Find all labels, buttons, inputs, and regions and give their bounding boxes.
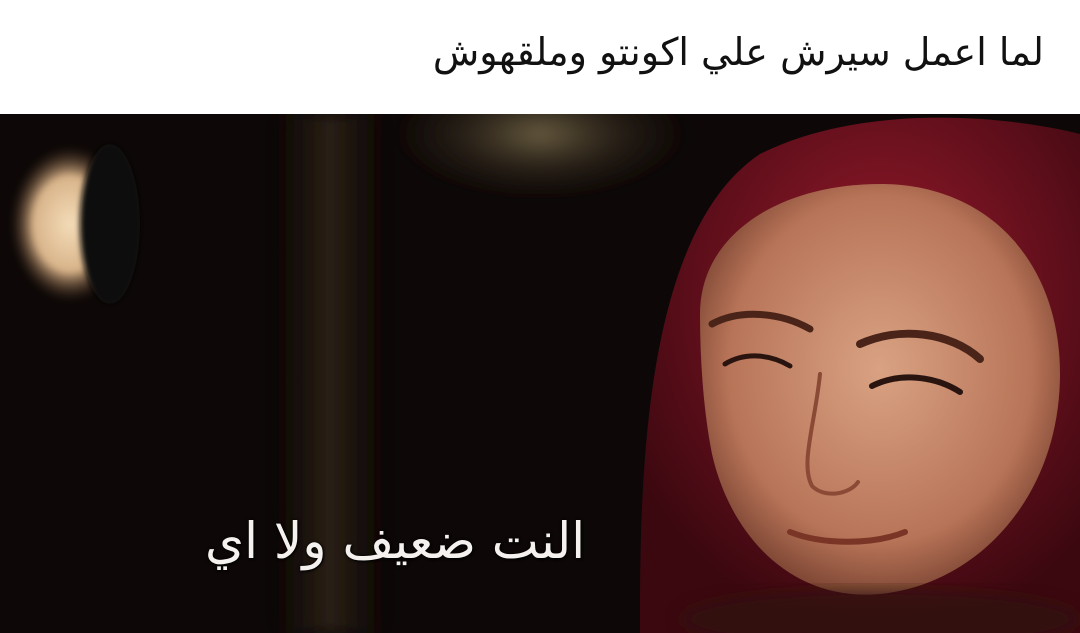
caption-text: لما اعمل سيرش علي اكونتو وملقهوش bbox=[432, 30, 1044, 74]
movie-subtitle: النت ضعيف ولا اي bbox=[205, 512, 586, 570]
caption-bar bbox=[0, 0, 1080, 114]
movie-still bbox=[0, 114, 1080, 633]
